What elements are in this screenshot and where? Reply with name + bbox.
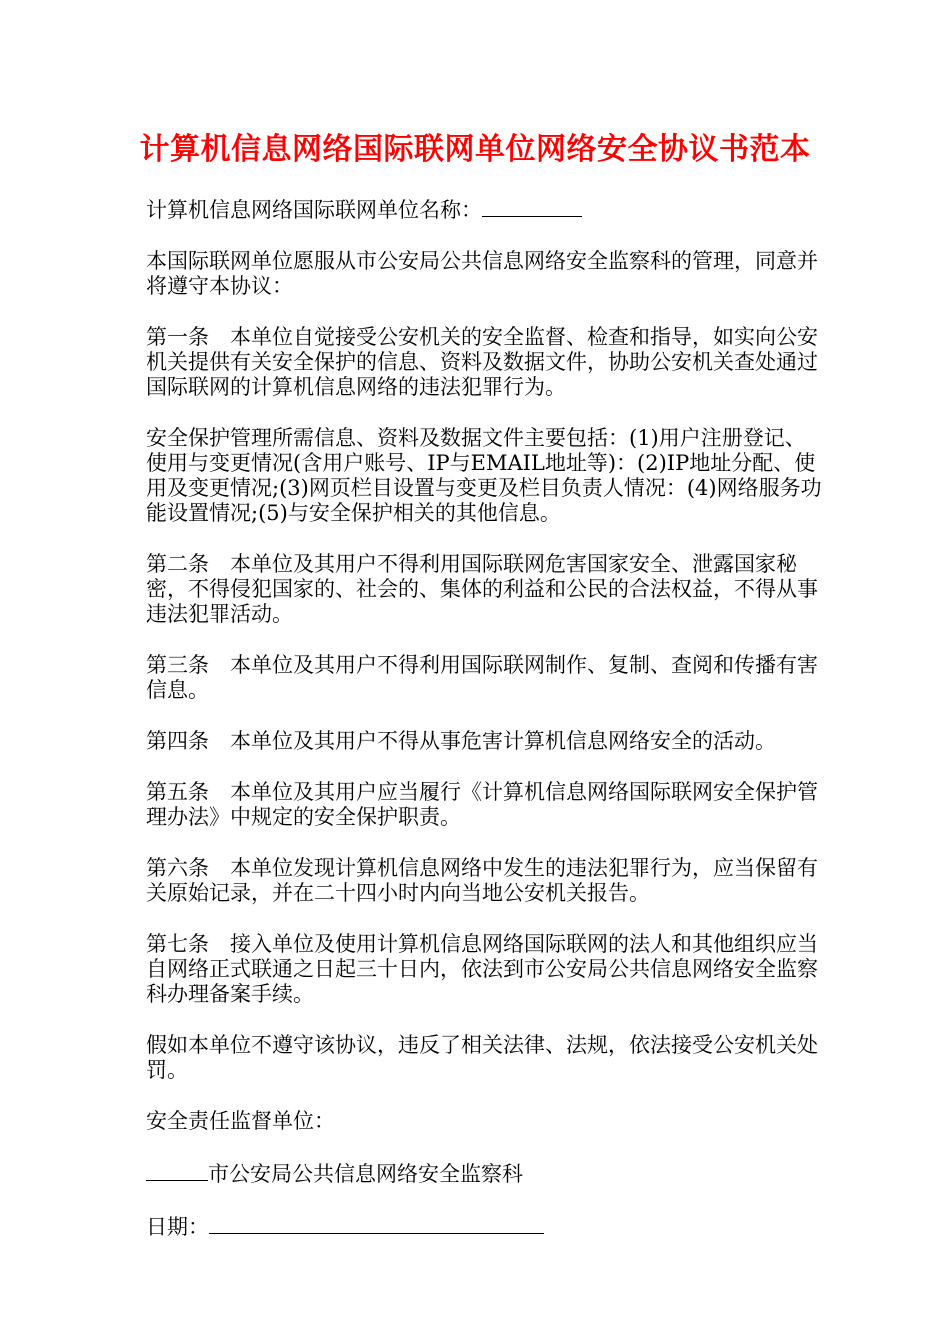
date-blank [209,1213,544,1234]
intro-paragraph: 本国际联网单位愿服从市公安局公共信息网络安全监察科的管理，同意并将遵守本协议： [146,249,818,298]
article-5: 第五条 本单位及其用户应当履行《计算机信息网络国际联网安全保护管理办法》中规定的安全保护职责。 [146,780,818,829]
article-7: 第七条 接入单位及使用计算机信息网络国际联网的法人和其他组织应当自网络正式联通之日起三十日内，依法到市公安局公共信息网络安全监察科办理备案手续。 [146,932,818,1006]
unit-name-blank [482,196,582,217]
document-title: 计算机信息网络国际联网单位网络安全协议书范本 [139,132,811,167]
article-6: 第六条 本单位发现计算机信息网络中发生的违法犯罪行为，应当保留有关原始记录，并在二十四小时内向当地公安机关报告。 [146,856,818,905]
penalty-paragraph: 假如本单位不遵守该协议，违反了相关法律、法规，依法接受公安机关处罚。 [146,1033,818,1082]
unit-name-line [146,196,826,223]
article-1: 第一条 本单位自觉接受公安机关的安全监督、检查和指导，如实向公安机关提供有关安全保护的信息、资料及数据文件，协助公安机关查处通过国际联网的计算机信息网络的违法犯罪行为。 [146,325,818,399]
date-line [146,1213,826,1240]
unit-name-label: 计算机信息网络国际联网单位名称： [146,198,482,222]
supervisor-line [146,1160,826,1187]
article-2: 第二条 本单位及其用户不得利用国际联网危害国家安全、泄露国家秘密，不得侵犯国家的、社会的、集体的利益和公民的合法权益，不得从事违法犯罪活动。 [146,552,818,626]
date-label: 日期： [146,1215,209,1239]
article-4: 第四条 本单位及其用户不得从事危害计算机信息网络安全的活动。 [146,729,776,753]
supervisor-label: 安全责任监督单位： [146,1109,335,1133]
article-3: 第三条 本单位及其用户不得利用国际联网制作、复制、查阅和传播有害信息。 [146,653,818,702]
info-list-paragraph: 安全保护管理所需信息、资料及数据文件主要包括：(1)用户注册登记、使用与变更情况(含用户账号、IP与EMAIL地址等)：(2)IP地址分配、使用及变更情况;(3)网页栏目设置与变更及栏目负责人情况：(4)网络服务功能设置情况;(5)与安全保护相关的其他信息。 [146,426,822,525]
document-body [146,196,826,1266]
supervisor-name: 市公安局公共信息网络安全监察科 [208,1162,523,1186]
supervisor-blank [146,1160,208,1181]
